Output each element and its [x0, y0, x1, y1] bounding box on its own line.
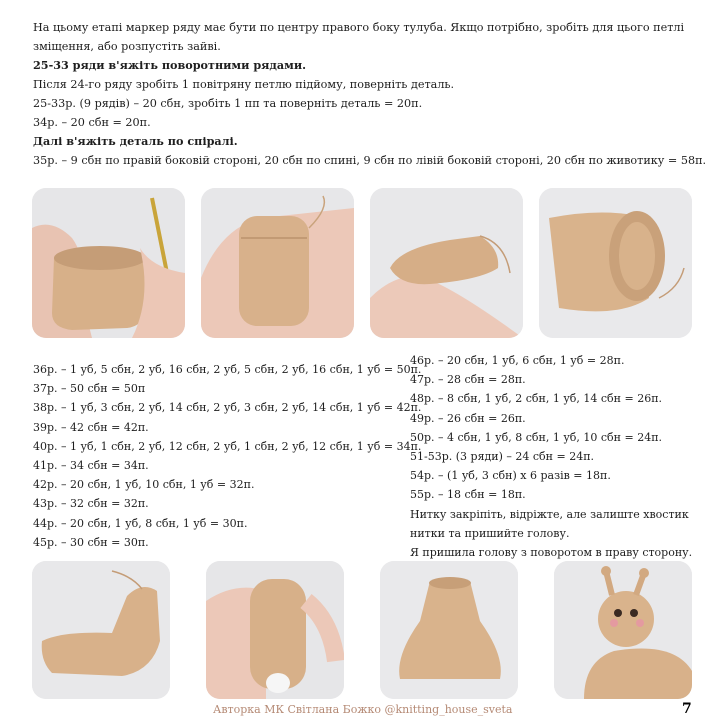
- row-instruction: 54р. – (1 уб, 3 сбн) x 6 разів = 18п.: [410, 469, 611, 483]
- row-instruction: 43р. – 32 сбн = 32п.: [33, 497, 149, 511]
- row-instruction: 46р. – 20 сбн, 1 уб, 6 сбн, 1 уб = 28п.: [410, 354, 625, 367]
- footer-author: Авторка МК Світлана Божко @knitting_house_sveta: [213, 703, 513, 716]
- bottom-photo-row: [32, 561, 692, 699]
- row-instruction: 36р. – 1 уб, 5 сбн, 2 уб, 16 сбн, 2 уб, 5 сбн, 2 уб, 16 сбн, 1 уб = 50п.: [33, 363, 422, 376]
- instruction-line: 34р. – 20 сбн = 20п.: [33, 116, 151, 129]
- photo-tube-piece: [201, 188, 354, 338]
- row-instruction: 37р. – 50 сбн = 50п: [33, 382, 146, 396]
- intro-text: [33, 18, 707, 170]
- section-heading-spiral: Далі в'яжіть деталь по спіралі.: [33, 134, 238, 148]
- marker-instruction: На цьому етапі маркер ряду має бути по центру правого боку тулуба. Якщо потрібно, зробіть для цього петлі зміщення, або розпустіть зайві.: [33, 21, 685, 53]
- instruction-line: 25-33р. (9 рядів) – 20 сбн, зробіть 1 пп та поверніть деталь = 20п.: [33, 97, 423, 110]
- photo-boot-shape: [32, 561, 170, 699]
- row-instruction: 51-53р. (3 ряди) – 24 сбн = 24п.: [410, 450, 595, 464]
- finishing-note: Нитку закріпіть, відріжте, але залиште хвостик нитки та пришийте голову.: [410, 507, 689, 540]
- row-instruction: 55р. – 18 сбн = 18п.: [410, 488, 526, 502]
- row-instruction: 47р. – 28 сбн = 28п.: [410, 373, 526, 387]
- photo-giraffe-head: [554, 561, 692, 699]
- section-heading-turning-rows: 25-33 ряди в'яжіть поворотними рядами.: [33, 58, 307, 72]
- photo-tube-opening: [539, 188, 692, 338]
- row-instruction: 40р. – 1 уб, 1 сбн, 2 уб, 12 сбн, 2 уб, 1 сбн, 2 уб, 12 сбн, 1 уб = 34п.: [33, 439, 422, 453]
- row-instruction: 38р. – 1 уб, 3 сбн, 2 уб, 14 сбн, 2 уб, 3 сбн, 2 уб, 14 сбн, 1 уб = 42п.: [33, 401, 422, 415]
- rows-column-left: [33, 360, 421, 552]
- row-instruction: 48р. – 8 сбн, 1 уб, 2 сбн, 1 уб, 14 сбн = 26п.: [410, 392, 663, 406]
- page-number: 7: [682, 701, 692, 717]
- row-instruction: 41р. – 34 сбн = 34п.: [33, 459, 149, 473]
- photo-stuffed-body: [206, 561, 344, 699]
- photo-body-cone: [380, 561, 518, 699]
- row-instruction: 42р. – 20 сбн, 1 уб, 10 сбн, 1 уб = 32п.: [33, 478, 255, 492]
- photo-tube-side: [370, 188, 523, 338]
- rows-column-right: [410, 351, 710, 562]
- head-note: Я пришила голову з поворотом в праву сторону.: [410, 546, 693, 560]
- row-instruction: 44р. – 20 сбн, 1 уб, 8 сбн, 1 уб = 30п.: [33, 516, 248, 530]
- row-instruction: 39р. – 42 сбн = 42п.: [33, 420, 149, 434]
- instruction-line: Після 24-го ряду зробіть 1 повітряну петлю підйому, поверніть деталь.: [33, 78, 455, 91]
- row-instruction: 49р. – 26 сбн = 26п.: [410, 411, 526, 425]
- top-photo-row: [32, 188, 692, 338]
- row-instruction: 45р. – 30 сбн = 30п.: [33, 535, 149, 549]
- instruction-line: 35р. – 9 сбн по правій боковій стороні, 20 сбн по спині, 9 сбн по лівій боковій стороні, 20 сбн по животику = 58п.: [33, 154, 707, 167]
- row-instruction: 50р. – 4 сбн, 1 уб, 8 сбн, 1 уб, 10 сбн = 24п.: [410, 430, 663, 444]
- photo-crochet-in-hand: [32, 188, 185, 338]
